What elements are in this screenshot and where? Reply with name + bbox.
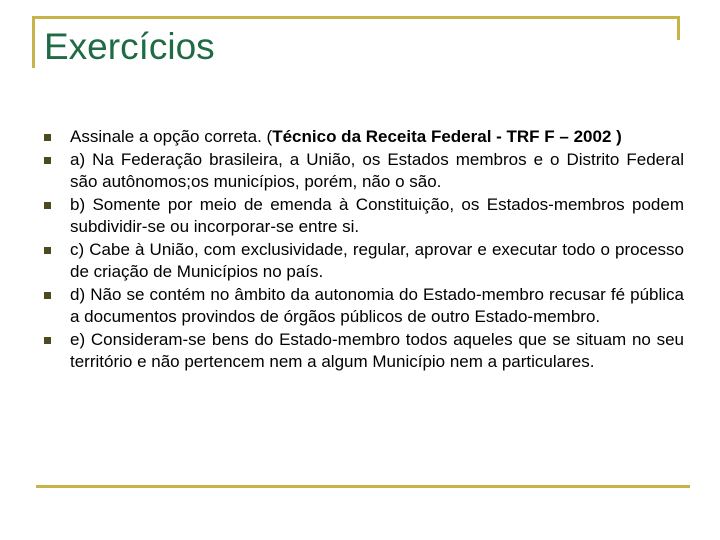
option-d-text: d) Não se contém no âmbito da autonomia do Estado-membro recusar fé pública a documentos provindos de órgãos públicos de outro Estado-membro. [70, 284, 684, 326]
square-bullet-icon [44, 157, 51, 164]
option-a-text: a) Na Federação brasileira, a União, os Estados membros e o Distrito Federal são autônomos;os municípios, porém, não o são. [70, 149, 684, 191]
list-item-option-c [44, 239, 684, 284]
option-c-text: c) Cabe à União, com exclusividade, regular, aprovar e executar todo o processo de criação de Municípios no país. [70, 239, 684, 281]
square-bullet-icon [44, 292, 51, 299]
option-b-text: b) Somente por meio de emenda à Constituição, os Estados-membros podem subdividir-se ou incorporar-se entre si. [70, 194, 684, 236]
title-frame-right-line [677, 16, 680, 40]
question-source: Técnico da Receita Federal - TRF F – 2002 ) [272, 127, 622, 146]
square-bullet-icon [44, 247, 51, 254]
list-item-option-a [44, 149, 684, 194]
list-item-option-b [44, 194, 684, 239]
list-item-option-e [44, 329, 684, 374]
question-lead: Assinale a opção correta. ( [70, 127, 273, 146]
square-bullet-icon [44, 202, 51, 209]
square-bullet-icon [44, 337, 51, 344]
list-item-question [44, 126, 684, 149]
slide-title: Exercícios [44, 26, 215, 67]
title-frame-left-line [32, 16, 35, 68]
bullet-list [44, 126, 684, 374]
bottom-divider-line [36, 485, 690, 488]
option-e-text: e) Consideram-se bens do Estado-membro todos aqueles que se situam no seu território e não pertencem nem a algum Município nem a particulares. [70, 329, 684, 371]
title-frame-top-line [32, 16, 680, 19]
list-item-option-d [44, 284, 684, 329]
square-bullet-icon [44, 134, 51, 141]
